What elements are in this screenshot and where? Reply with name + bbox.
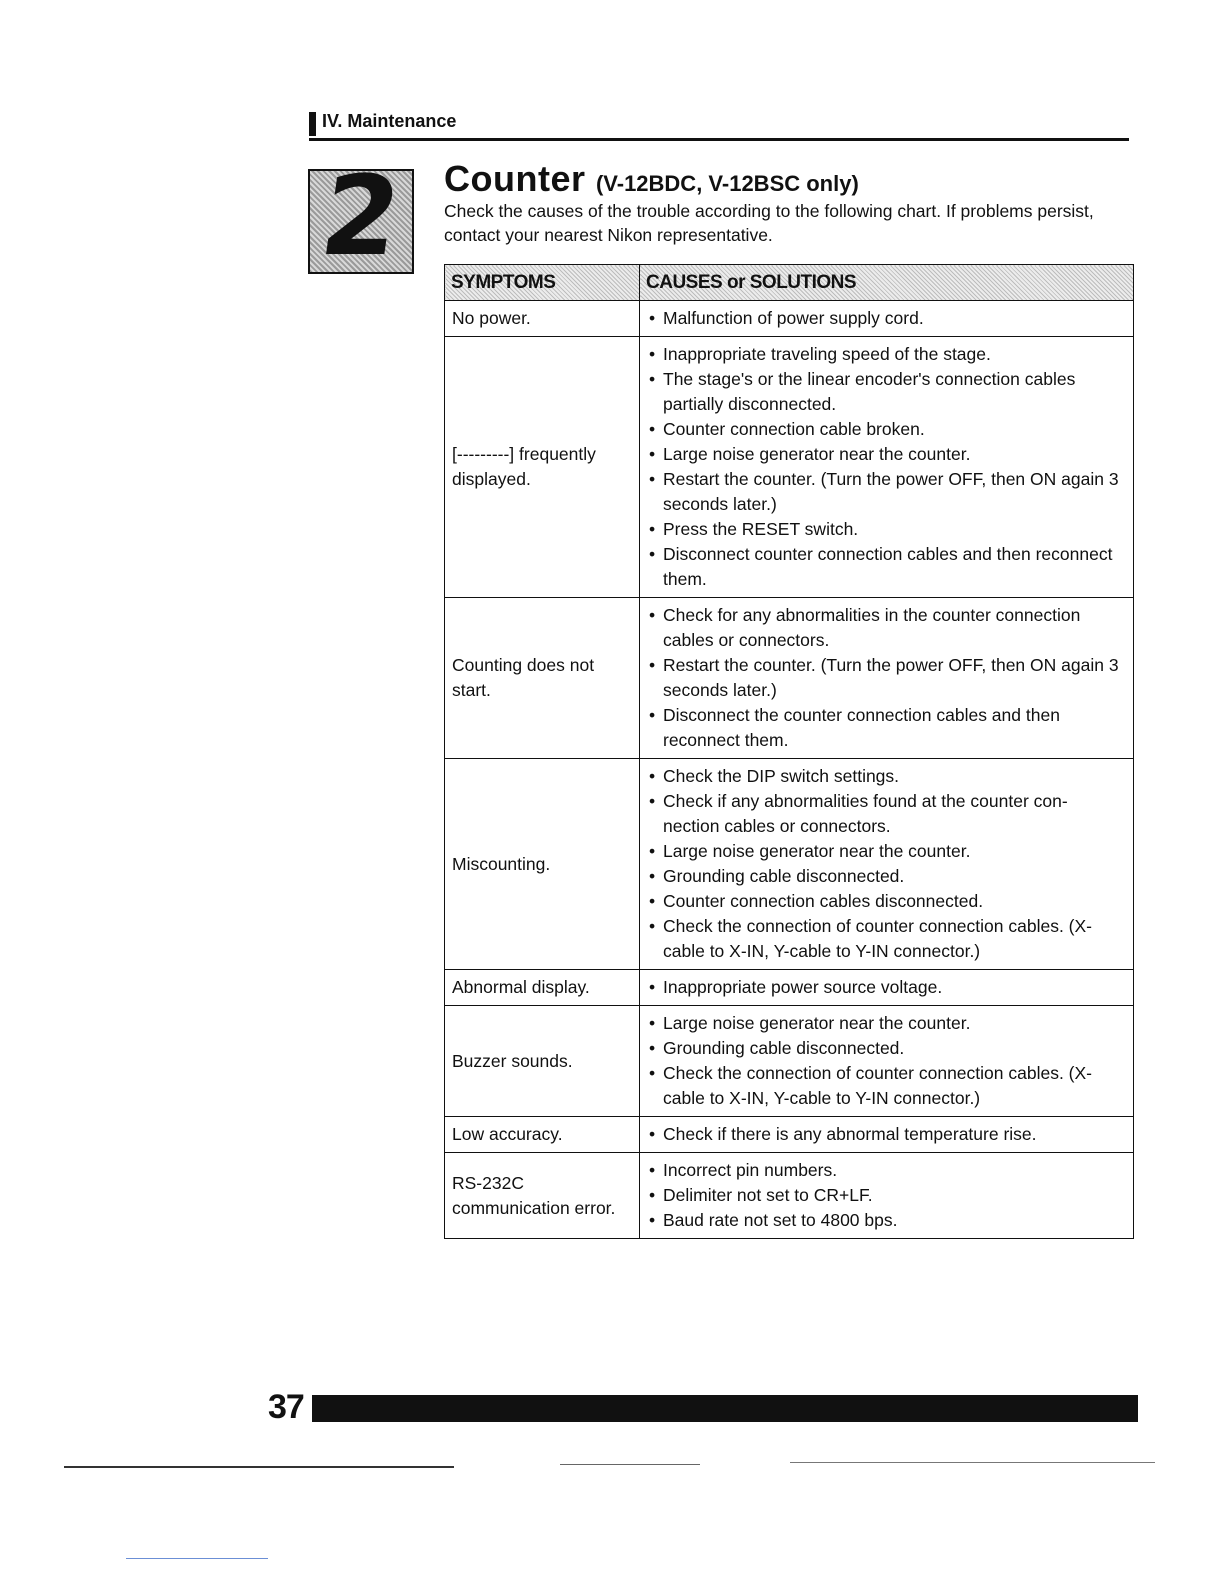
page-number-bar <box>312 1395 1138 1422</box>
symptom-cell: Low accuracy. <box>445 1117 640 1153</box>
causes-cell <box>640 759 1134 970</box>
section-title: IV. Maintenance <box>322 111 457 131</box>
cause-item: • Malfunction of power supply cord. <box>647 306 1126 331</box>
cause-item: • Disconnect counter connection cables and then reconnect them. <box>647 542 1126 592</box>
cause-item: • Incorrect pin numbers. <box>647 1158 1126 1183</box>
title-main: Counter <box>444 158 586 199</box>
cause-item: • Counter connection cable broken. <box>647 417 1126 442</box>
causes-list <box>647 1158 1126 1233</box>
chapter-number: 2 <box>313 152 409 280</box>
symptom-cell: No power. <box>445 301 640 337</box>
intro-text: Check the causes of the trouble according to the following chart. If problems persist, contact your nearest Nikon representative. <box>444 201 1094 245</box>
symptom-cell: Counting does not start. <box>445 598 640 759</box>
table-row <box>445 337 1134 598</box>
cause-item: • Counter connection cables disconnected. <box>647 889 1126 914</box>
header-rule <box>309 138 1129 141</box>
causes-list <box>647 342 1126 592</box>
cause-item: • Large noise generator near the counter. <box>647 442 1126 467</box>
symptom-cell: Abnormal display. <box>445 970 640 1006</box>
cause-item: • Check for any abnormalities in the counter connection cables or connectors. <box>647 603 1126 653</box>
causes-cell <box>640 1117 1134 1153</box>
cause-item: • Check the connection of counter connection cables. (X-cable to X-IN, Y-cable to Y-IN connector.) <box>647 914 1126 964</box>
causes-list <box>647 764 1126 964</box>
cause-item: • Restart the counter. (Turn the power OFF, then ON again 3 seconds later.) <box>647 467 1126 517</box>
header-causes: CAUSES or SOLUTIONS <box>640 265 1134 301</box>
symptom-cell: Buzzer sounds. <box>445 1006 640 1117</box>
cause-item: • Delimiter not set to CR+LF. <box>647 1183 1126 1208</box>
causes-cell <box>640 1006 1134 1117</box>
symptom-cell: [---------] frequently displayed. <box>445 337 640 598</box>
table-row <box>445 1153 1134 1239</box>
cause-item: • Check if there is any abnormal temperature rise. <box>647 1122 1126 1147</box>
cause-item: • Disconnect the counter connection cables and then reconnect them. <box>647 703 1126 753</box>
cause-item: • Large noise generator near the counter. <box>647 839 1126 864</box>
troubleshooting-table <box>444 264 1134 1239</box>
causes-cell <box>640 337 1134 598</box>
causes-list <box>647 306 1126 331</box>
page-title <box>444 158 859 200</box>
title-models: (V-12BDC, V-12BSC only) <box>595 171 859 196</box>
table-row <box>445 598 1134 759</box>
table-row <box>445 970 1134 1006</box>
cause-item: • Check the connection of counter connection cables. (X-cable to X-IN, Y-cable to Y-IN connector.) <box>647 1061 1126 1111</box>
table-body <box>445 301 1134 1239</box>
table-row <box>445 1006 1134 1117</box>
footer-rule <box>560 1464 700 1465</box>
footer-rule <box>64 1466 454 1468</box>
section-marker <box>309 112 316 136</box>
causes-list <box>647 975 1126 1000</box>
cause-item: • Grounding cable disconnected. <box>647 1036 1126 1061</box>
table-row <box>445 759 1134 970</box>
causes-list <box>647 603 1126 753</box>
causes-cell <box>640 598 1134 759</box>
symptom-cell: RS-232C communication error. <box>445 1153 640 1239</box>
causes-list <box>647 1122 1126 1147</box>
cause-item: • Baud rate not set to 4800 bps. <box>647 1208 1126 1233</box>
cause-item: • Restart the counter. (Turn the power OFF, then ON again 3 seconds later.) <box>647 653 1126 703</box>
chapter-badge <box>308 152 414 280</box>
causes-cell <box>640 1153 1134 1239</box>
cause-item: • The stage's or the linear encoder's connection cables partially disconnected. <box>647 367 1126 417</box>
cause-item: • Inappropriate traveling speed of the stage. <box>647 342 1126 367</box>
symptom-cell: Miscounting. <box>445 759 640 970</box>
header-symptoms: SYMPTOMS <box>445 265 640 301</box>
footer-rule <box>126 1558 268 1559</box>
table-row <box>445 301 1134 337</box>
table-row <box>445 1117 1134 1153</box>
footer-rule <box>790 1462 1155 1463</box>
table-header-row <box>445 265 1134 301</box>
page-number: 37 <box>268 1388 304 1426</box>
cause-item: • Press the RESET switch. <box>647 517 1126 542</box>
cause-item: • Large noise generator near the counter. <box>647 1011 1126 1036</box>
cause-item: • Grounding cable disconnected. <box>647 864 1126 889</box>
cause-item: • Inappropriate power source voltage. <box>647 975 1126 1000</box>
causes-cell <box>640 970 1134 1006</box>
cause-item: • Check if any abnormalities found at the counter con- nection cables or connectors. <box>647 789 1126 839</box>
cause-item: • Check the DIP switch settings. <box>647 764 1126 789</box>
causes-cell <box>640 301 1134 337</box>
causes-list <box>647 1011 1126 1111</box>
